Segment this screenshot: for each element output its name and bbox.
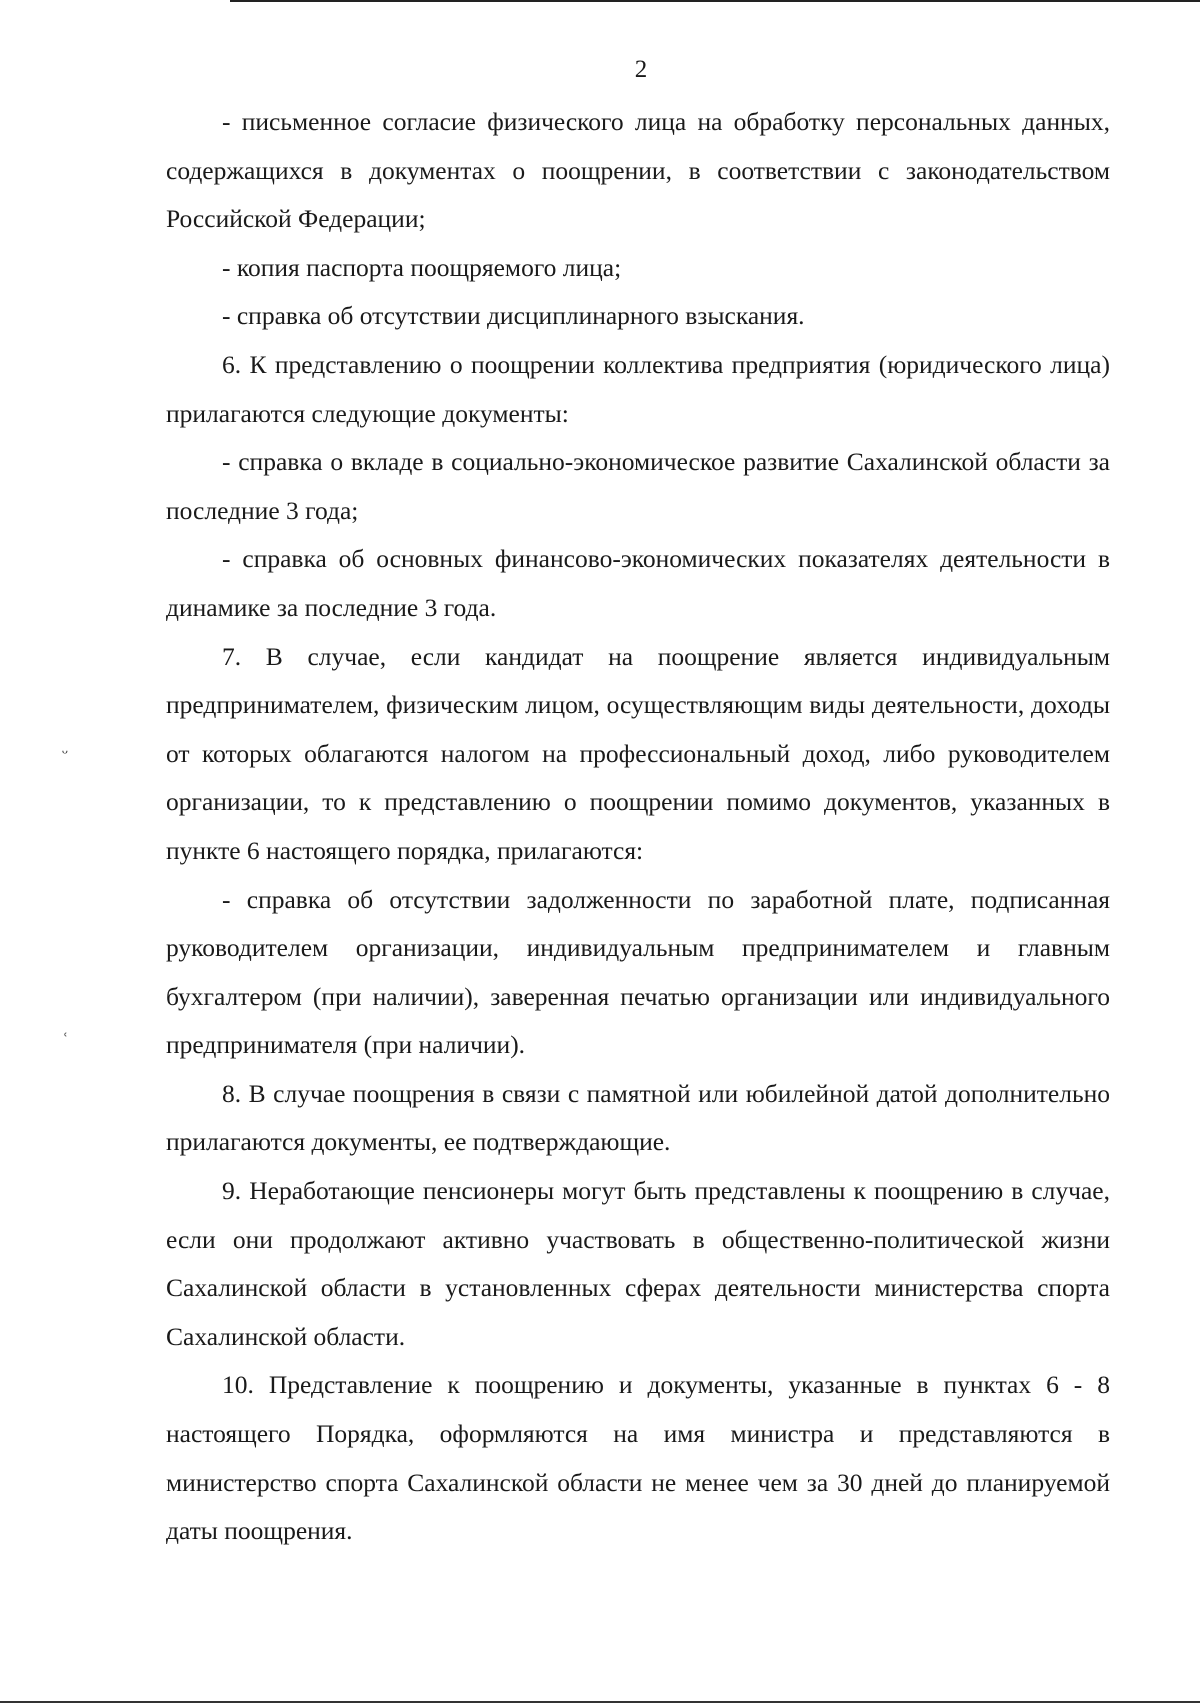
paragraph-no-disciplinary: - справка об отсутствии дисциплинарного взыскания. [222, 301, 805, 331]
paragraph-item-6: 6. К представлению о поощрении коллектива предприятия (юридического лица) прилагаются следующие документы: [166, 349, 1110, 428]
paragraph-item-7: 7. В случае, если кандидат на поощрение является индивидуальным предпринимателем, физическим лицом, осуществляющим виды деятельности, доходы от которых облагаются налогом на профессиональный доход, либо руководителем организации, то к представлению о поощрении помимо документов, указанных в пункте 6 настоящего порядка, прилагаются: [166, 641, 1110, 865]
paragraph-financial-reference: - справка об основных финансово-экономических показателях деятельности в динамике за последние 3 года. [166, 544, 1110, 622]
scan-speck: ᵕ [62, 742, 68, 764]
scan-speck: ʿ [62, 1030, 69, 1052]
paragraph-contribution-reference: - справка о вкладе в социально-экономическое развитие Сахалинской области за последние 3 года; [166, 447, 1110, 525]
scan-edge-top [230, 0, 1200, 2]
paragraph-item-9: 9. Неработающие пенсионеры могут быть представлены к поощрению в случае, если они продолжают активно участвовать в общественно-политической жизни Сахалинской области в установленных сферах деятельности министерства спорта Сахалинской области. [166, 1176, 1110, 1351]
paragraph-consent: - письменное согласие физического лица на обработку персональных данных, содержащихся в документах о поощрении, в соответствии с законодательством Российской Федерации; [166, 107, 1110, 234]
scan-edge-bottom [0, 1701, 1200, 1703]
paragraph-item-10: 10. Представление к поощрению и документы, указанные в пунктах 6 - 8 настоящего Порядка, оформляются на имя министра и представляются в министерство спорта Сахалинской области не менее чем за 30 дней до планируемой даты поощрения. [166, 1370, 1110, 1546]
document-body [166, 98, 1110, 1556]
paragraph-passport-copy: - копия паспорта поощряемого лица; [222, 252, 622, 282]
paragraph-item-8: 8. В случае поощрения в связи с памятной или юбилейной датой дополнительно прилагаются документы, ее подтверждающие. [166, 1078, 1110, 1157]
paragraph-no-debt-reference: - справка об отсутствии задолженности по заработной плате, подписанная руководителем организации, индивидуальным предпринимателем и главным бухгалтером (при наличии), заверенная печатью организации или индивидуального предпринимателя (при наличии). [166, 884, 1110, 1060]
page-number: 2 [634, 56, 648, 83]
